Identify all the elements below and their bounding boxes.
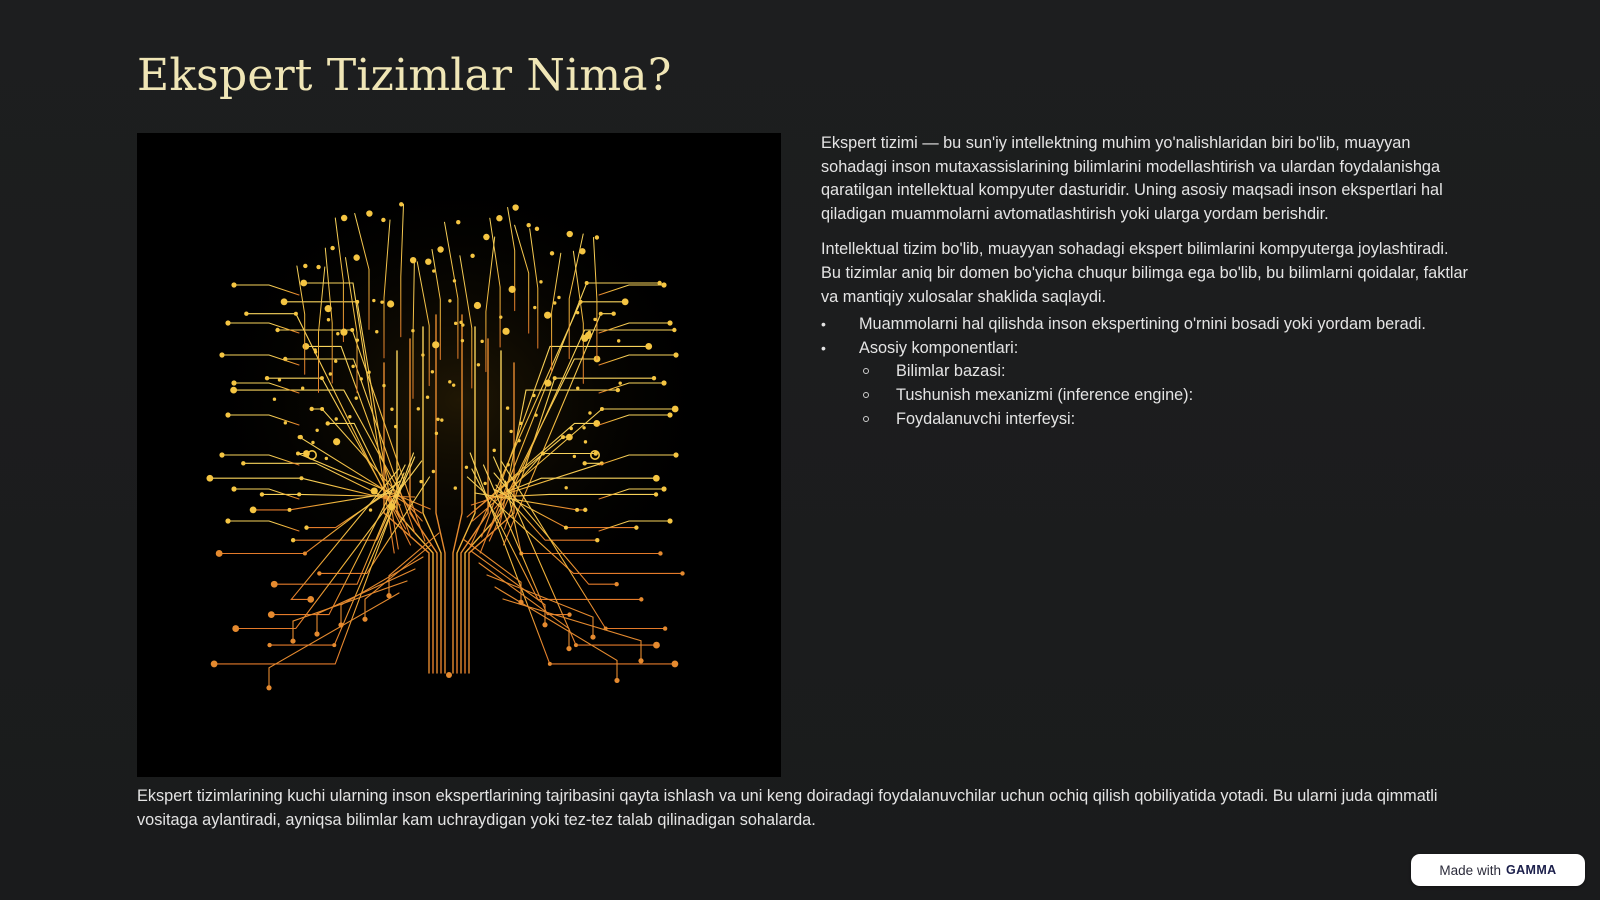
circuit-node (539, 280, 542, 283)
circuit-node (533, 306, 536, 309)
circuit-node (314, 350, 317, 353)
circuit-node (362, 617, 367, 622)
circuit-node (617, 339, 620, 342)
circuit-node (673, 352, 678, 357)
circuit-tree-image (137, 133, 781, 777)
circuit-node (265, 376, 269, 380)
circuit-node (294, 312, 298, 316)
circuit-node (588, 411, 591, 414)
circuit-node (593, 318, 596, 321)
circuit-node (436, 418, 439, 421)
circuit-node (581, 335, 588, 342)
circuit-node (456, 220, 460, 224)
circuit-node (356, 338, 359, 341)
circuit-node (595, 235, 599, 239)
circuit-node (583, 508, 587, 512)
circuit-node (567, 612, 571, 616)
circuit-node (667, 518, 672, 523)
circuit-node (278, 378, 281, 381)
circuit-node (298, 435, 302, 439)
circuit-node (618, 381, 621, 384)
circuit-node (421, 353, 424, 356)
circuit-node (241, 461, 245, 465)
circuit-node (296, 452, 300, 456)
sub-bullet-inference-engine: Tushunish mexanizmi (inference engine): (859, 384, 1471, 408)
circuit-node (548, 662, 552, 666)
circuit-node (452, 383, 455, 386)
circuit-node (509, 286, 516, 293)
circuit-node (432, 269, 435, 272)
circuit-node (320, 407, 324, 411)
circuit-node (231, 282, 236, 287)
circuit-node (553, 376, 557, 380)
circuit-node (275, 328, 279, 332)
circuit-node (320, 376, 324, 380)
circuit-node (355, 300, 359, 304)
circuit-node (561, 435, 565, 439)
circuit-node (317, 571, 321, 575)
made-with-gamma-badge[interactable] (1411, 854, 1585, 886)
circuit-node (672, 661, 679, 668)
circuit-node (291, 538, 295, 542)
circuit-node (566, 434, 573, 441)
circuit-node (454, 486, 457, 489)
circuit-node (260, 492, 264, 496)
circuit-node (334, 359, 337, 362)
circuit-node (206, 475, 213, 482)
circuit-node (435, 432, 438, 435)
circuit-node (654, 492, 658, 496)
circuit-node (616, 388, 620, 392)
circuit-node (645, 343, 652, 350)
circuit-node (307, 596, 314, 603)
circuit-node (663, 626, 667, 630)
circuit-node (297, 492, 301, 496)
circuit-node (340, 329, 347, 336)
circuit-node (622, 298, 629, 305)
circuit-node (231, 380, 236, 385)
circuit-node (230, 387, 237, 394)
circuit-node (544, 312, 551, 319)
circuit-node (534, 413, 537, 416)
circuit-node (593, 420, 600, 427)
circuit-node (388, 503, 395, 510)
circuit-node (394, 425, 397, 428)
circuit-node (390, 408, 393, 411)
circuit-node (366, 210, 372, 216)
circuit-node (575, 508, 579, 512)
circuit-node (567, 231, 573, 237)
circuit-node (290, 638, 295, 643)
circuit-node (506, 406, 509, 409)
circuit-node (348, 415, 351, 418)
circuit-node (542, 622, 547, 627)
circuit-node (614, 582, 618, 586)
circuit-node (329, 372, 332, 375)
circuit-node (336, 332, 339, 335)
circuit-tree-illustration (137, 133, 781, 777)
circuit-node (573, 455, 576, 458)
circuit-node (506, 463, 509, 466)
circuit-node (454, 322, 457, 325)
circuit-node (584, 440, 587, 443)
circuit-node (512, 204, 518, 210)
circuit-node (372, 299, 375, 302)
circuit-node (333, 438, 340, 445)
circuit-node (300, 280, 307, 287)
circuit-node (673, 452, 678, 457)
circuit-node (350, 328, 354, 332)
circuit-node (232, 625, 239, 632)
summary-paragraph: Ekspert tizimlarining kuchi ularning inson ekspertlarining tajribasini qayta ishlash va uni keng doiradagi foydalanuvchilar uchun ochiq qilish qobiliyatida yotadi. Bu ularni juda qimmatli vositaga aylantiradi, ayniqsa bilimlar kam uchraydigan yoki tez-tez talab qilinadigan sohalarda. (137, 787, 1438, 829)
circuit-node (483, 482, 486, 485)
circuit-node (271, 581, 278, 588)
circuit-node (564, 526, 568, 530)
gamma-logo: GAMMA (1505, 863, 1557, 877)
circuit-node (532, 394, 535, 397)
circuit-node (303, 264, 307, 268)
circuit-node (585, 281, 589, 285)
circuit-node (493, 449, 496, 452)
circuit-node (326, 421, 330, 425)
circuit-node (553, 301, 556, 304)
circuit-node (566, 646, 571, 651)
circuit-node (634, 525, 638, 529)
circuit-node (380, 300, 383, 303)
circuit-node (301, 387, 304, 390)
circuit-node (599, 312, 603, 316)
circuit-node (216, 550, 223, 557)
circuit-node (303, 551, 307, 555)
circuit-node (653, 642, 660, 649)
circuit-node (541, 452, 545, 456)
circuit-node (426, 396, 429, 399)
detail-paragraph: Intellektual tizim bo'lib, muayyan sohadagi ekspert bilimlarini kompyuterga joylashtiradi. Bu tizimlar aniq bir domen bo'yicha chuqur bilimga ega bo'lib, bu bilimlarni qoidalar, faktlar va mantiqiy xulosalar shaklida saqlaydi. (821, 240, 1468, 306)
circuit-node (330, 246, 334, 250)
circuit-node (375, 330, 378, 333)
circuit-node (470, 254, 474, 258)
circuit-node (432, 341, 439, 348)
circuit-node (302, 343, 309, 350)
circuit-node (517, 439, 520, 442)
components-sub-list (859, 360, 1471, 431)
circuit-node (579, 248, 585, 254)
circuit-node (299, 476, 303, 480)
circuit-node (595, 538, 599, 542)
circuit-node (425, 258, 431, 264)
circuit-node (461, 339, 464, 342)
circuit-node (225, 518, 230, 523)
bullet-item-components (821, 337, 1471, 431)
circuit-node (582, 461, 586, 465)
circuit-node (576, 311, 579, 314)
circuit-node (519, 422, 522, 425)
circuit-node (382, 384, 385, 387)
circuit-node (661, 282, 666, 287)
circuit-node (311, 441, 314, 444)
circuit-node (440, 418, 443, 421)
circuit-node (332, 643, 336, 647)
sub-bullet-knowledge-base: Bilimlar bazasi: (859, 360, 1471, 384)
circuit-node (672, 406, 679, 413)
circuit-node (509, 430, 512, 433)
circuit-node (371, 487, 378, 494)
circuit-node (661, 380, 666, 385)
circuit-node (381, 218, 385, 222)
circuit-node (327, 318, 330, 321)
intro-paragraph: Ekspert tizimi — bu sun'iy intellektning muhim yo'nalishlaridan biri bo'lib, muayyan sohadagi inson mutaxassislarining bilimlarini modellashtirish va ulardan foydalanishga qaratilgan intellektual kompyuter dasturidir. Uning asosiy maqsadi inson ekspertlari hal qiladigan muammolarni avtomatlashtirish yoki ularga yordam berishdir. (821, 134, 1443, 223)
circuit-node (411, 329, 414, 332)
circuit-node (353, 254, 359, 260)
circuit-node (225, 320, 230, 325)
circuit-node (661, 486, 666, 491)
circuit-node (582, 426, 585, 429)
circuit-node (658, 551, 662, 555)
circuit-node (360, 377, 363, 380)
circuit-node (335, 417, 338, 420)
circuit-node (480, 340, 483, 343)
bullet-item-components-label: Asosiy komponentlari: (859, 338, 1019, 357)
circuit-node (431, 370, 434, 373)
circuit-node (672, 328, 676, 332)
circuit-node (288, 508, 292, 512)
circuit-node (369, 508, 372, 511)
circuit-node (315, 429, 318, 432)
circuit-node (284, 421, 287, 424)
circuit-node (600, 407, 604, 411)
circuit-node (367, 371, 370, 374)
circuit-node (448, 299, 451, 302)
circuit-node (432, 470, 435, 473)
circuit-node (309, 407, 313, 411)
circuit-node (667, 412, 672, 417)
badge-prefix: Made with (1439, 862, 1501, 878)
circuit-node (576, 386, 579, 389)
circuit-node (496, 215, 502, 221)
circuit-node (219, 352, 224, 357)
circuit-node (341, 215, 347, 221)
circuit-node (453, 279, 456, 282)
circuit-node (544, 380, 551, 387)
circuit-node (281, 298, 288, 305)
circuit-node (355, 396, 358, 399)
circuit-node (502, 328, 509, 335)
circuit-node (614, 678, 619, 683)
bullet-list (821, 313, 1471, 431)
circuit-node (410, 257, 416, 263)
circuit-node (268, 611, 275, 618)
circuit-node (564, 486, 567, 489)
circuit-node (304, 525, 308, 529)
slide-title: Ekspert Tizimlar Nima? (137, 50, 672, 101)
circuit-node (611, 312, 615, 316)
circuit-node (219, 452, 224, 457)
circuit-node (590, 634, 595, 639)
circuit-node (652, 376, 656, 380)
circuit-node (653, 475, 660, 482)
circuit-node (225, 412, 230, 417)
circuit-node (448, 380, 451, 383)
circuit-node (557, 296, 560, 299)
circuit-node (267, 643, 271, 647)
circuit-node (325, 457, 328, 460)
circuit-node (244, 312, 248, 316)
circuit-node (570, 427, 573, 430)
circuit-node (477, 363, 480, 366)
circuit-node (250, 506, 257, 513)
circuit-node (680, 571, 684, 575)
circuit-node (550, 251, 554, 255)
circuit-node (387, 300, 394, 307)
description-column (821, 132, 1471, 431)
circuit-node (474, 302, 481, 309)
circuit-node (316, 265, 320, 269)
bullet-item-role: • Muammolarni hal qilishda inson ekspertining o'rnini bosadi yoki yordam beradi. (821, 313, 1471, 337)
circuit-node (638, 658, 643, 663)
circuit-node (351, 365, 354, 368)
circuit-node (417, 407, 420, 410)
sub-bullet-user-interface: Foydalanuvchi interfeysi: (859, 408, 1471, 432)
circuit-node (266, 685, 271, 690)
circuit-node (461, 323, 464, 326)
circuit-node (465, 466, 468, 469)
circuit-node (499, 315, 502, 318)
circuit-node (483, 234, 489, 240)
circuit-node (639, 597, 643, 601)
circuit-node (574, 643, 578, 647)
circuit-node (325, 305, 332, 312)
circuit-node (535, 227, 539, 231)
circuit-node (231, 486, 236, 491)
circuit-node (314, 631, 319, 636)
circuit-node (667, 320, 672, 325)
circuit-node (446, 672, 452, 678)
circuit-node (399, 202, 403, 206)
circuit-node (211, 661, 218, 668)
circuit-node (437, 246, 443, 252)
circuit-node (419, 480, 422, 483)
circuit-node (273, 398, 276, 401)
circuit-node (526, 223, 530, 227)
